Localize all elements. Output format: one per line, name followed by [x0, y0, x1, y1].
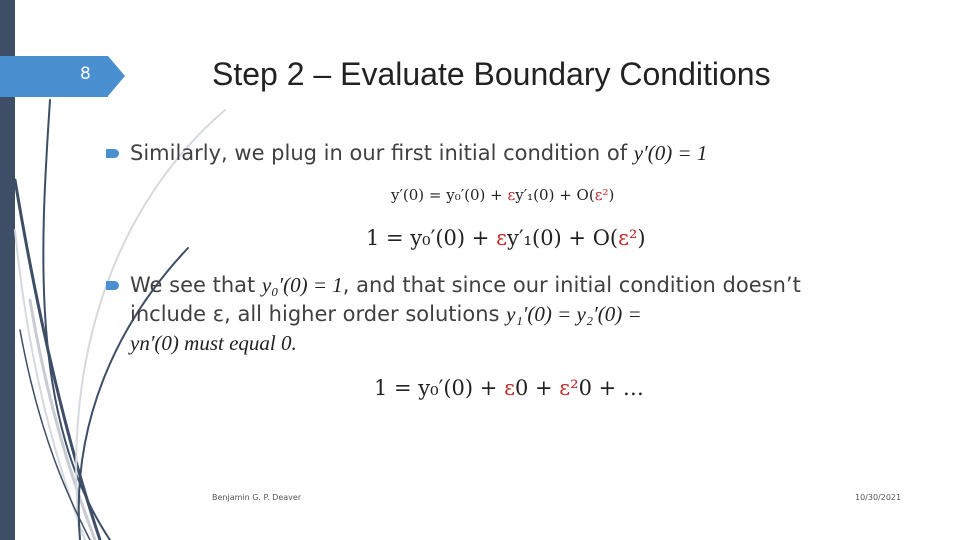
eq1-lhs: y′(0) = y₀′(0) + — [391, 186, 503, 204]
b2-l3: yn′(0) must equal 0. — [130, 331, 297, 355]
eq1-eps2: ε² — [594, 186, 609, 204]
bullet-1-math: y′(0) = 1 — [633, 141, 708, 165]
footer-date: 10/30/2021 — [855, 493, 902, 502]
eq2-eps2: ε² — [618, 226, 638, 250]
equation-3 — [374, 376, 644, 400]
eq1-end: ) — [608, 186, 615, 204]
b2-l1-math: y₀′(0) = 1 — [261, 273, 343, 297]
badge-arrow — [108, 56, 125, 96]
bullet-1-text: Similarly, we plug in our first initial condition of — [130, 141, 628, 165]
slide-title: Step 2 – Evaluate Boundary Conditions — [212, 56, 771, 92]
eq1-eps: ε — [507, 186, 516, 204]
eq3-eps2: ε² — [559, 376, 579, 400]
eq3-lhs: 1 = y₀′(0) + — [374, 376, 498, 400]
b2-l2-pre: include ε, all higher order solutions — [130, 302, 500, 326]
b2-l1-post: , and that since our initial condition doesn’t — [342, 273, 801, 297]
eq2-end: ) — [637, 226, 646, 250]
slide-number: 8 — [80, 64, 91, 84]
eq3-end: 0 + … — [578, 376, 644, 400]
b2-l1-pre: We see that — [130, 273, 256, 297]
equation-2 — [366, 226, 646, 250]
footer-author: Benjamin G. P. Deaver — [212, 493, 302, 502]
bullet-2 — [130, 271, 801, 358]
eq3-eps: ε — [504, 376, 515, 400]
equation-1 — [391, 186, 614, 204]
b2-l2-math: y₁′(0) = y₂′(0) = — [506, 302, 642, 326]
eq2-eps: ε — [496, 226, 507, 250]
eq2-mid: y′₁(0) + O( — [506, 226, 619, 250]
bullet-marker-icon — [106, 149, 119, 158]
slide-number-badge — [0, 56, 108, 97]
bullet-marker-icon — [106, 281, 119, 290]
eq2-lhs: 1 = y₀′(0) + — [366, 226, 490, 250]
eq1-mid: y′₁(0) + O( — [515, 186, 595, 204]
eq3-mid: 0 + — [514, 376, 553, 400]
bullet-1 — [130, 139, 707, 168]
